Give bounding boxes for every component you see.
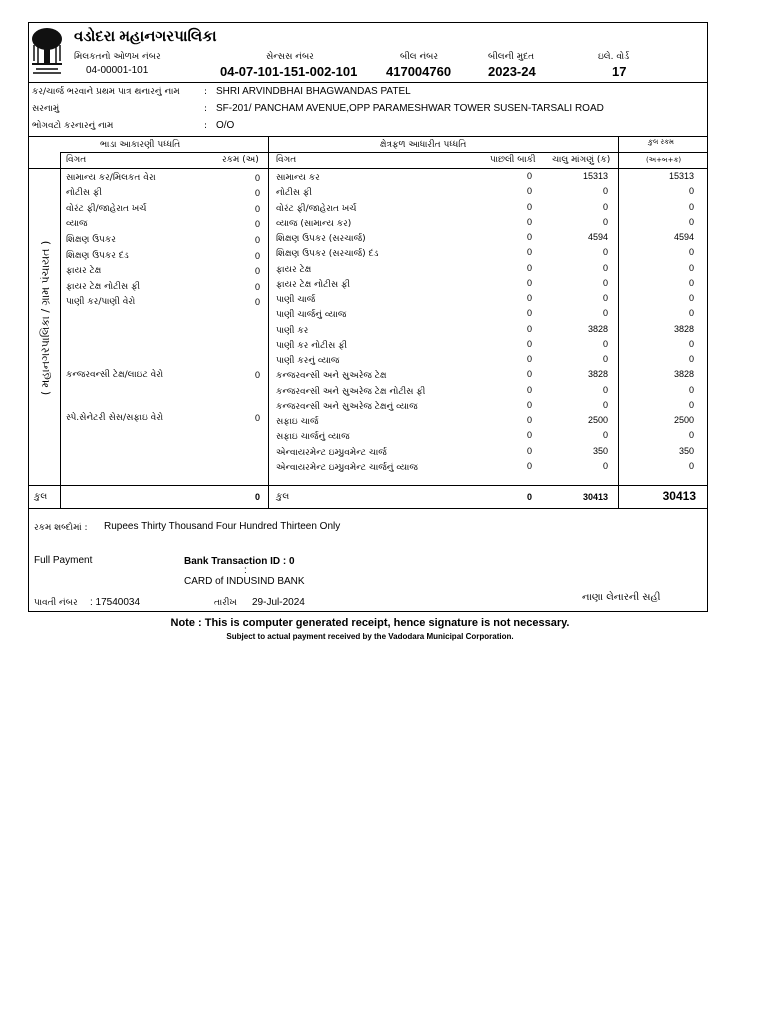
left-row-label: વ્યાજ — [66, 219, 88, 229]
right-row-total: 3828 — [673, 324, 694, 334]
right-row-total: 0 — [688, 400, 694, 410]
vertical-section-label: ( મહાનગરપાલિકા / ગ્રામ પંચાયત ) — [39, 240, 52, 396]
right-row-current: 0 — [602, 400, 608, 410]
total-top-line — [28, 485, 708, 486]
right-row-arrears: 0 — [526, 278, 532, 288]
right-row-total: 0 — [688, 278, 694, 288]
ward-number: 17 — [612, 64, 627, 79]
right-row-current: 0 — [602, 430, 608, 440]
right-row-label: સફાઇ ચાર્જ — [276, 417, 319, 427]
total-bottom-line — [28, 508, 708, 509]
col-line — [60, 152, 61, 508]
right-row-total: 0 — [688, 217, 694, 227]
right-row-label: વોરંટ ફી/જાહેરાત ખર્ચ — [276, 204, 357, 214]
right-row-total: 0 — [688, 461, 694, 471]
taxpayer-label: કર/ચાર્જ ભરવાને પ્રથમ પાત્ર થનારનું નામ — [32, 87, 180, 97]
right-row-arrears: 0 — [526, 446, 532, 456]
right-row-label: સામાન્ય કર — [276, 173, 320, 183]
right-row-arrears: 0 — [526, 339, 532, 349]
right-row-current: 350 — [592, 446, 608, 456]
right-row-arrears: 0 — [526, 415, 532, 425]
left-row-amount: 0 — [254, 251, 260, 261]
ward-label: ઇલે. વોર્ડ — [598, 52, 630, 62]
right-row-current: 3828 — [587, 369, 608, 379]
colon: : — [244, 565, 247, 576]
left-total: 0 — [254, 492, 260, 502]
right-row-current: 0 — [602, 247, 608, 257]
right-row-arrears: 0 — [526, 461, 532, 471]
bill-number: 417004760 — [386, 64, 452, 79]
right-row-total: 0 — [688, 263, 694, 273]
left-row-label: સ્પે.સેનેટરી સેસ/સફાઇ વેરો — [66, 413, 164, 423]
right-row-total: 0 — [688, 186, 694, 196]
taxpayer-name: SHRI ARVINDBHAI BHAGWANDAS PATEL — [216, 86, 411, 97]
right-row-current: 0 — [602, 263, 608, 273]
bill-label: બીલ નંબર — [400, 52, 439, 62]
right-row-label: શિક્ષણ ઉપકર (સરચાર્જ) — [276, 234, 366, 244]
org-name: વડોદરા મહાનગરપાલિકા — [74, 28, 217, 45]
left-row-label: ફાયર ટેક્ષ નોટીસ ફી — [66, 282, 141, 292]
address: SF-201/ PANCHAM AVENUE,OPP PARAMESHWAR TOWER SUSEN-TARSALI ROAD — [216, 103, 604, 114]
right-row-label: પાણી ચાર્જનું વ્યાજ — [276, 310, 347, 320]
occupier-label: ભોગવટો કરનારનું નામ — [32, 121, 114, 131]
left-row-label: શિક્ષણ ઉપકર દંડ — [66, 251, 129, 261]
right-row-arrears: 0 — [526, 369, 532, 379]
bill-period: 2023-24 — [488, 64, 536, 79]
right-row-label: શિક્ષણ ઉપકર (સરચાર્જ) દંડ — [276, 249, 379, 259]
right-row-label: પાણી કર — [276, 326, 309, 336]
occupier-name: O/O — [216, 120, 235, 131]
total-amount-title: કુલ રકમ — [648, 138, 674, 146]
right-row-total: 0 — [688, 293, 694, 303]
property-id: 04-00001-101 — [86, 65, 149, 76]
right-row-label: એન્વાયરમેન્ટ ઇમ્પ્રુવમેન્ટ ચાર્જનું વ્યાજ — [276, 463, 418, 473]
computer-generated-note: Note : This is computer generated receipt, hence signature is not necessary. — [170, 617, 570, 629]
right-row-current: 2500 — [587, 415, 608, 425]
right-row-total: 0 — [688, 339, 694, 349]
right-row-arrears: 0 — [526, 186, 532, 196]
left-row-amount: 0 — [254, 173, 260, 183]
right-row-total: 4594 — [673, 232, 694, 242]
receipt-number: : 17540034 — [90, 597, 141, 608]
right-row-total: 0 — [688, 430, 694, 440]
right-row-label: પાણી કરનું વ્યાજ — [276, 356, 340, 366]
right-row-total: 0 — [688, 247, 694, 257]
right-row-total: 2500 — [673, 415, 694, 425]
right-row-arrears: 0 — [526, 263, 532, 273]
col-arrears: પાછલી બાકી — [490, 155, 536, 165]
right-row-total: 0 — [688, 354, 694, 364]
total-label-right: કુલ — [276, 492, 290, 502]
right-section-title: ક્ષેત્રફળ આધારીત પધ્ધતિ — [380, 140, 467, 150]
left-row-amount: 0 — [254, 282, 260, 292]
left-row-amount: 0 — [254, 297, 260, 307]
left-row-label: શિક્ષણ ઉપકર — [66, 235, 116, 245]
subject-note: Subject to actual payment received by the Vadodara Municipal Corporation. — [226, 632, 514, 641]
right-row-total: 3828 — [673, 369, 694, 379]
col-line — [268, 136, 269, 508]
right-row-current: 4594 — [587, 232, 608, 242]
right-row-arrears: 0 — [526, 430, 532, 440]
right-row-label: ફાયર ટેક્ષ નોટીસ ફી — [276, 280, 351, 290]
right-row-current: 0 — [602, 385, 608, 395]
left-row-amount: 0 — [254, 413, 260, 423]
payment-type: Full Payment — [34, 555, 93, 566]
right-row-total: 0 — [688, 308, 694, 318]
right-row-current: 0 — [602, 461, 608, 471]
right-row-current: 0 — [602, 186, 608, 196]
right-row-total: 15313 — [668, 171, 694, 181]
right-row-arrears: 0 — [526, 217, 532, 227]
grand-total: 30413 — [662, 489, 696, 503]
right-row-arrears: 0 — [526, 232, 532, 242]
date-label: તારીખ — [214, 598, 237, 608]
property-id-label: મિલકતનો ઓળખ નંબર — [74, 52, 161, 62]
right-row-current: 3828 — [587, 324, 608, 334]
census-label: સેન્સસ નંબર — [266, 52, 314, 62]
right-row-current: 0 — [602, 354, 608, 364]
left-row-label: ફાયર ટેક્ષ — [66, 266, 102, 276]
left-section-title: ભાડા આકારણી પધ્ધતિ — [100, 140, 181, 150]
right-row-label: કન્જરવન્સી અને સુઅરેજ ટેક્ષનું વ્યાજ — [276, 402, 418, 412]
right-row-arrears: 0 — [526, 308, 532, 318]
col-detail-right: વિગત — [276, 155, 297, 165]
col-detail-left: વિગત — [66, 155, 87, 165]
col-amount-a: રકમ (અ) — [222, 155, 259, 165]
address-label: સરનામું — [32, 104, 60, 114]
vmc-banyan-tree-logo — [30, 25, 64, 77]
total-formula: (અ+બ+ક) — [646, 156, 682, 164]
left-row-label: પાણી કર/પાણી વેરો — [66, 297, 136, 307]
divider — [28, 82, 708, 83]
amount-words-label: રકમ શબ્દોમાં : — [34, 523, 88, 533]
colon: : — [204, 121, 208, 131]
right-row-current: 0 — [602, 202, 608, 212]
left-row-amount: 0 — [254, 370, 260, 380]
header-divider — [60, 152, 708, 153]
right-row-current: 15313 — [582, 171, 608, 181]
period-label: બીલની મુદત — [488, 52, 535, 62]
right-row-current: 0 — [602, 308, 608, 318]
left-row-amount: 0 — [254, 266, 260, 276]
right-row-label: કન્જરવન્સી અને સુઅરેજ ટેક્ષ — [276, 371, 387, 381]
right-row-label: વ્યાજ (સામાન્ય કર) — [276, 219, 352, 229]
amount-in-words: Rupees Thirty Thousand Four Hundred Thirteen Only — [104, 521, 341, 532]
signature-label: નાણા લેનારની સહી — [582, 592, 661, 603]
right-row-arrears: 0 — [526, 293, 532, 303]
right-row-label: ફાયર ટેક્ષ — [276, 265, 312, 275]
colon: : — [204, 104, 208, 114]
current-total: 30413 — [582, 492, 608, 502]
right-row-total: 350 — [678, 446, 694, 456]
colon: : — [204, 87, 208, 97]
left-row-amount: 0 — [254, 188, 260, 198]
receipt-date: 29-Jul-2024 — [252, 597, 305, 608]
right-row-arrears: 0 — [526, 247, 532, 257]
right-row-label: પાણી ચાર્જ — [276, 295, 316, 305]
header-bottom-line — [28, 168, 708, 169]
arrears-total: 0 — [526, 492, 532, 502]
card-bank: CARD of INDUSIND BANK — [184, 576, 305, 587]
left-row-amount: 0 — [254, 219, 260, 229]
right-row-total: 0 — [688, 202, 694, 212]
census-number: 04-07-101-151-002-101 — [220, 64, 358, 79]
right-row-arrears: 0 — [526, 400, 532, 410]
right-row-label: નોટીસ ફી — [276, 188, 312, 198]
right-row-arrears: 0 — [526, 202, 532, 212]
left-row-label: કન્જરવન્સી ટેક્ષ/લાઇટ વેરો — [66, 370, 164, 380]
right-row-label: પાણી કર નોટીસ ફી — [276, 341, 348, 351]
col-current: ચાલુ માંગણું (ક) — [552, 155, 611, 165]
right-row-total: 0 — [688, 385, 694, 395]
col-line — [618, 136, 619, 508]
left-row-label: વોરંટ ફી/જાહેરાત ખર્ચ — [66, 204, 147, 214]
left-row-amount: 0 — [254, 235, 260, 245]
right-row-label: કન્જરવન્સી અને સુઅરેજ ટેક્ષ નોટીસ ફી — [276, 387, 426, 397]
table-top-line — [28, 136, 708, 137]
left-row-label: સામાન્ય કર/મિલકત વેરા — [66, 173, 156, 183]
left-row-amount: 0 — [254, 204, 260, 214]
right-row-current: 0 — [602, 217, 608, 227]
right-row-current: 0 — [602, 278, 608, 288]
right-row-current: 0 — [602, 339, 608, 349]
right-row-label: એન્વાયરમેન્ટ ઇમ્પ્રુવમેન્ટ ચાર્જ — [276, 448, 387, 458]
right-row-arrears: 0 — [526, 385, 532, 395]
right-row-arrears: 0 — [526, 171, 532, 181]
receipt-number-label: પાવતી નંબર — [34, 598, 78, 608]
right-row-arrears: 0 — [526, 354, 532, 364]
left-row-label: નોટીસ ફી — [66, 188, 102, 198]
right-row-current: 0 — [602, 293, 608, 303]
total-label-left: કુલ — [34, 492, 48, 502]
right-row-label: સફાઇ ચાર્જનું વ્યાજ — [276, 432, 350, 442]
right-row-arrears: 0 — [526, 324, 532, 334]
bank-transaction-id: Bank Transaction ID : 0 — [184, 556, 295, 567]
